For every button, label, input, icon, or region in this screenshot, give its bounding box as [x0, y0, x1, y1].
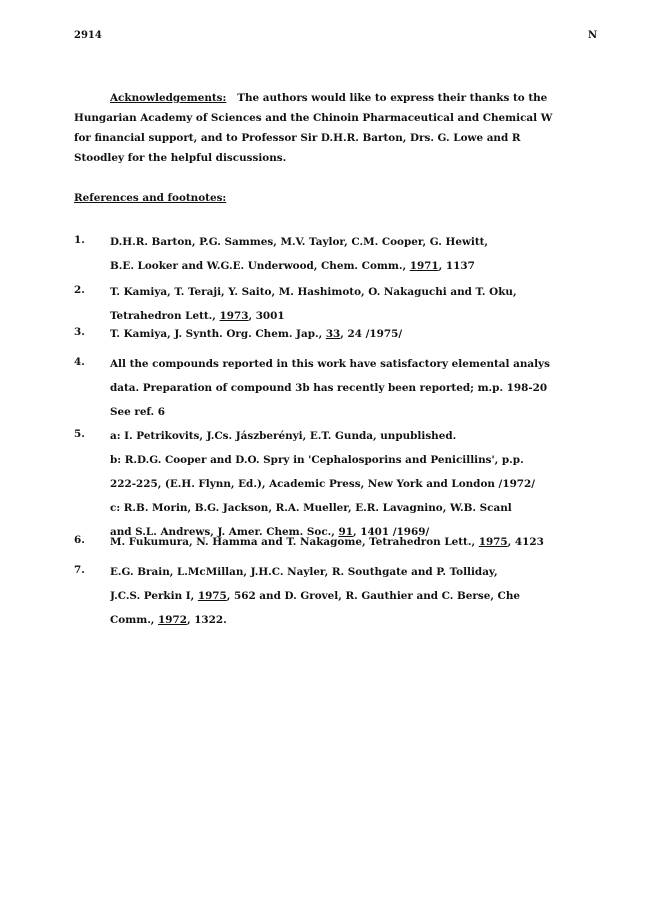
reference-underlined: 1975	[478, 536, 508, 548]
running-header-mark: N	[588, 30, 598, 41]
reference-line	[110, 560, 594, 584]
reference-item	[74, 560, 594, 632]
ack-line-2: Hungarian Academy of Sciences and the Chinoin Pharmaceutical and Chemical W	[74, 112, 553, 124]
reference-item	[74, 352, 594, 424]
reference-number: 1.	[74, 234, 85, 246]
reference-number: 2.	[74, 284, 85, 296]
reference-text	[110, 424, 594, 544]
reference-number: 3.	[74, 326, 85, 338]
reference-text	[110, 322, 594, 346]
reference-line	[110, 376, 594, 400]
reference-segment: 222-225, (E.H. Flynn, Ed.), Academic Press, New York and London /1972/	[110, 478, 536, 490]
reference-line	[110, 584, 594, 608]
reference-text	[110, 280, 594, 328]
reference-line	[110, 280, 594, 304]
reference-number: 5.	[74, 428, 85, 440]
reference-segment: T. Kamiya, J. Synth. Org. Chem. Jap.,	[110, 328, 326, 340]
reference-item	[74, 322, 594, 346]
reference-line	[110, 472, 594, 496]
reference-segment: B.E. Looker and W.G.E. Underwood, Chem. Comm.,	[110, 260, 410, 272]
reference-item	[74, 230, 594, 278]
reference-segment: , 3001	[248, 310, 285, 322]
reference-underlined: 91	[338, 526, 353, 538]
reference-segment: J.C.S. Perkin I,	[110, 590, 198, 602]
reference-number: 6.	[74, 534, 85, 546]
reference-segment: , 1137	[438, 260, 475, 272]
reference-segment: a: I. Petrikovits, J.Cs. Jászberényi, E.T. Gunda, unpublished.	[110, 430, 457, 442]
reference-segment: See ref. 6	[110, 406, 165, 418]
page-number: 2914	[74, 30, 102, 41]
ack-line-1	[74, 88, 594, 108]
reference-segment: and S.L. Andrews, J. Amer. Chem. Soc.,	[110, 526, 339, 538]
acknowledgements-paragraph	[74, 88, 594, 168]
reference-line	[110, 530, 594, 554]
reference-underlined: 1971	[409, 260, 439, 272]
ack-line-4: Stoodley for the helpful discussions.	[74, 152, 287, 164]
reference-underlined: 1975	[197, 590, 227, 602]
reference-segment: b: R.D.G. Cooper and D.O. Spry in 'Cephalosporins and Penicillins', p.p.	[110, 454, 524, 466]
reference-segment: , 4123	[507, 536, 544, 548]
ack-line-3: for financial support, and to Professor Sir D.H.R. Barton, Drs. G. Lowe and R	[74, 132, 521, 144]
reference-line	[110, 254, 594, 278]
reference-text	[110, 560, 594, 632]
reference-line	[110, 424, 594, 448]
reference-line	[110, 448, 594, 472]
reference-segment: , 24 /1975/	[340, 328, 403, 340]
reference-text	[110, 230, 594, 278]
reference-line	[110, 400, 594, 424]
reference-number: 4.	[74, 356, 85, 368]
reference-underlined: 1973	[219, 310, 249, 322]
reference-segment: , 562 and D. Grovel, R. Gauthier and C. Berse, Che	[226, 590, 520, 602]
ack-text-1: The authors would like to express their thanks to the	[237, 92, 548, 104]
reference-segment: , 1401 /1969/	[352, 526, 430, 538]
reference-segment: T. Kamiya, T. Teraji, Y. Saito, M. Hashimoto, O. Nakaguchi and T. Oku,	[110, 286, 517, 298]
reference-segment: D.H.R. Barton, P.G. Sammes, M.V. Taylor, C.M. Cooper, G. Hewitt,	[110, 236, 489, 248]
reference-item	[74, 424, 594, 544]
reference-item	[74, 280, 594, 328]
reference-line	[110, 496, 594, 520]
reference-item	[74, 530, 594, 554]
reference-segment: , 1322.	[186, 614, 227, 626]
reference-number: 7.	[74, 564, 85, 576]
reference-underlined: 1972	[158, 614, 187, 626]
reference-segment: E.G. Brain, L.McMillan, J.H.C. Nayler, R. Southgate and P. Tolliday,	[110, 566, 498, 578]
reference-text	[110, 530, 594, 554]
reference-segment: Tetrahedron Lett.,	[110, 310, 220, 322]
reference-segment: M. Fukumura, N. Hamma and T. Nakagome, Tetrahedron Lett.,	[110, 536, 479, 548]
ack-heading: Acknowledgements:	[110, 92, 227, 104]
reference-line	[110, 322, 594, 346]
reference-segment: Comm.,	[110, 614, 159, 626]
reference-segment: c: R.B. Morin, B.G. Jackson, R.A. Mueller, E.R. Lavagnino, W.B. Scanl	[110, 502, 512, 514]
reference-text	[110, 352, 594, 424]
reference-line	[110, 608, 594, 632]
references-heading: References and footnotes:	[74, 192, 227, 204]
reference-underlined: 33	[325, 328, 341, 340]
reference-segment: All the compounds reported in this work have satisfactory elemental analys	[110, 358, 550, 370]
reference-line	[110, 230, 594, 254]
reference-segment: data. Preparation of compound 3b has recently been reported; m.p. 198-20	[110, 382, 548, 394]
reference-line	[110, 352, 594, 376]
